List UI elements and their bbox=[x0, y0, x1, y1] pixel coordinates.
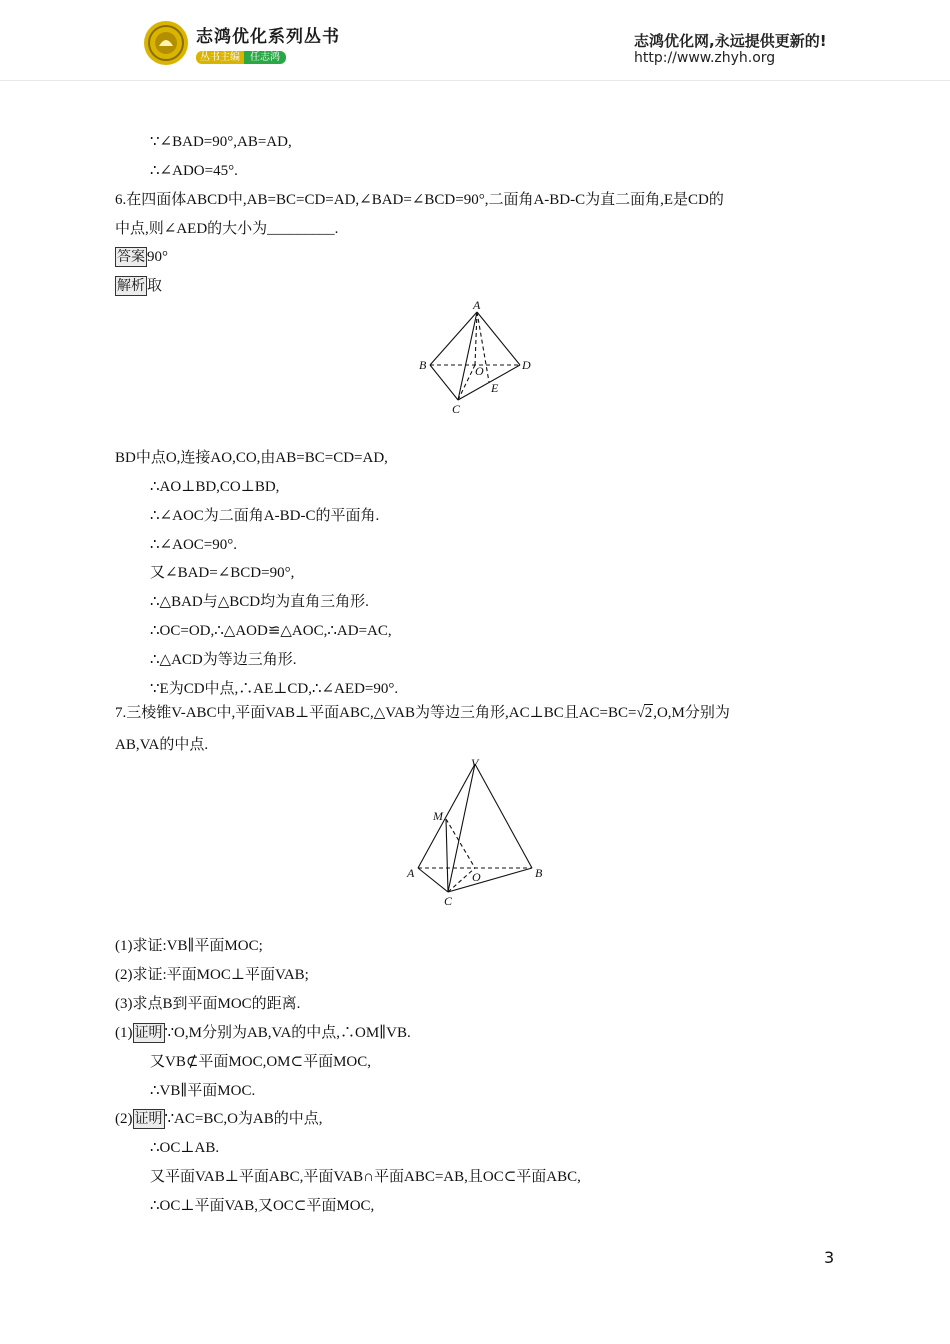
analysis-line bbox=[115, 276, 162, 296]
question-7-text-end: ,O,M分别为 bbox=[653, 705, 730, 721]
question-6-line-2: 中点,则∠AED的大小为_________. bbox=[115, 221, 339, 237]
header-divider bbox=[0, 80, 950, 81]
solution-line: ∴△ACD为等边三角形. bbox=[150, 652, 297, 668]
proof-1-line bbox=[115, 1023, 411, 1043]
analysis-text: 取 bbox=[147, 278, 163, 294]
proof-2-line bbox=[115, 1109, 323, 1129]
answer-tag: 答案 bbox=[117, 249, 145, 265]
solution-line: ∴∠AOC为二面角A-BD-C的平面角. bbox=[150, 508, 380, 524]
proof-1-number: (1) bbox=[115, 1025, 133, 1041]
question-6-line-1: 6.在四面体ABCD中,AB=BC=CD=AD,∠BAD=∠BCD=90°,二面角A-BD-C为直二面角,E是CD的 bbox=[115, 192, 724, 208]
answer-line bbox=[115, 247, 168, 267]
question-7-part-3: (3)求点B到平面MOC的距离. bbox=[115, 996, 301, 1012]
proof-line: ∴VB∥平面MOC. bbox=[150, 1083, 256, 1099]
editor-name: 任志鸿 bbox=[244, 51, 286, 64]
brand-editor bbox=[196, 48, 286, 63]
tetrahedron-figure bbox=[410, 292, 540, 422]
question-7-part-1: (1)求证:VB∥平面MOC; bbox=[115, 938, 263, 954]
solution-line: BD中点O,连接AO,CO,由AB=BC=CD=AD, bbox=[115, 450, 388, 466]
proof-line: ∴OC⊥平面VAB,又OC⊂平面MOC, bbox=[150, 1198, 375, 1214]
proof-line: 又VB⊄平面MOC,OM⊂平面MOC, bbox=[150, 1054, 371, 1070]
vertex-label-v: V bbox=[471, 756, 479, 770]
vertex-label-b: B bbox=[419, 358, 427, 372]
solution-line: ∴∠AOC=90°. bbox=[150, 537, 237, 553]
brand-title: 志鸿优化系列丛书 bbox=[196, 27, 340, 47]
point-label-m: M bbox=[433, 809, 443, 823]
point-label-o: O bbox=[472, 870, 481, 884]
solution-line: ∵E为CD中点,∴AE⊥CD,∴∠AED=90°. bbox=[150, 681, 399, 697]
editor-label: 丛书主编 bbox=[196, 51, 244, 64]
proof-2-number: (2) bbox=[115, 1111, 133, 1127]
page-header bbox=[0, 0, 950, 82]
pyramid-figure bbox=[400, 752, 550, 912]
proof-tag: 证明 bbox=[134, 1111, 163, 1127]
solution-line: ∴OC=OD,∴△AOD≌△AOC,∴AD=AC, bbox=[150, 623, 392, 639]
text-line: ∵∠BAD=90°,AB=AD, bbox=[150, 134, 292, 150]
proof-line: ∴OC⊥AB. bbox=[150, 1140, 220, 1156]
question-7-part-2: (2)求证:平面MOC⊥平面VAB; bbox=[115, 967, 309, 983]
proof-2-text: ∵AC=BC,O为AB的中点, bbox=[164, 1111, 323, 1127]
proof-tag: 证明 bbox=[134, 1025, 163, 1041]
solution-line: 又∠BAD=∠BCD=90°, bbox=[150, 565, 295, 581]
vertex-label-a: A bbox=[473, 298, 481, 312]
question-7-text: 7.三棱锥V-ABC中,平面VAB⊥平面ABC,△VAB为等边三角形,AC⊥BC且AC=BC= bbox=[115, 705, 637, 721]
solution-line: ∴AO⊥BD,CO⊥BD, bbox=[150, 479, 280, 495]
answer-value: 90° bbox=[147, 249, 168, 265]
site-slogan: 志鸿优化网,永远提供更新的! bbox=[634, 32, 827, 50]
proof-1-text: ∵O,M分别为AB,VA的中点,∴OM∥VB. bbox=[164, 1025, 411, 1041]
vertex-label-c: C bbox=[444, 894, 453, 908]
vertex-label-d: D bbox=[522, 358, 531, 372]
proof-line: 又平面VAB⊥平面ABC,平面VAB∩平面ABC=AB,且OC⊂平面ABC, bbox=[150, 1169, 581, 1185]
point-label-o: O bbox=[475, 364, 484, 378]
solution-line: ∴△BAD与△BCD均为直角三角形. bbox=[150, 594, 369, 610]
brand-logo-icon bbox=[143, 20, 189, 66]
site-url[interactable]: http://www.zhyh.org bbox=[634, 50, 776, 66]
vertex-label-b: B bbox=[535, 866, 543, 880]
text-line: ∴∠ADO=45°. bbox=[150, 163, 238, 179]
sqrt-radicand: 2 bbox=[644, 705, 653, 721]
vertex-label-c: C bbox=[452, 402, 461, 416]
point-label-e: E bbox=[491, 381, 499, 395]
page-number: 3 bbox=[824, 1248, 835, 1267]
question-7-line-2: AB,VA的中点. bbox=[115, 737, 209, 753]
analysis-tag: 解析 bbox=[117, 278, 145, 294]
vertex-label-a: A bbox=[407, 866, 415, 880]
question-7-line-1: 7.三棱锥V-ABC中,平面VAB⊥平面ABC,△VAB为等边三角形,AC⊥BC且AC=BC=√2,O,M分别为 bbox=[115, 705, 730, 721]
